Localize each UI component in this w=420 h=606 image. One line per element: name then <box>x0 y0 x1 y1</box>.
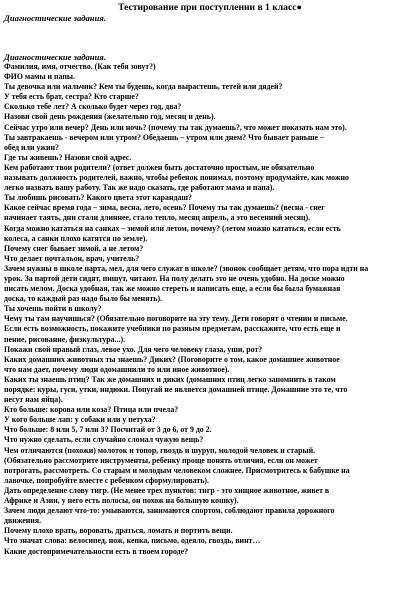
question-line: называть должность родителей, важно, чтобы ребенок понимал, поэтому продумайте, как можно <box>4 173 349 183</box>
question-line: Каких ты знаешь птиц? Так же домашних и диких (домашних птиц легко запомнить в таком <box>4 374 336 384</box>
question-line: Ты любишь рисовать? Какого цвета этот карандаш? <box>4 193 192 203</box>
question-line: писать мелом. Доска удобная, так же можно стереть и написать еще, а если бы была бумажная <box>4 284 341 294</box>
question-line: урок. За партой дети сидят, пишут, читают. На полу делать это не очень удобно. На доске можно <box>4 273 345 283</box>
question-line: Ты хочешь пойти в школу? <box>4 304 102 314</box>
questions-list <box>4 62 416 557</box>
question-line: движения. <box>4 516 42 526</box>
question-line: Каких домашних животных ты знаешь? Диких? (Поговорите о том, какое домашнее животное <box>4 354 340 364</box>
question-line: Сейчас утро или вечер? День или ночь? (почему ты так думаешь?, что может показать нам это). <box>4 122 347 132</box>
document-title <box>4 2 416 13</box>
question-line: Что нужно сделать, если случайно сломал чужую вещь? <box>4 435 204 445</box>
question-line: Какие достопримечательности есть в твоем городе? <box>4 546 189 556</box>
question-line: начинает таять, дни стали длиннее, стало тепло, месяц апрель, а это весенний месяц). <box>4 213 311 223</box>
question-line: ФИО мамы и папы. <box>4 72 75 82</box>
title-bullet-mark: ● <box>296 2 302 12</box>
question-line: (Обязательно рассмотрите инструменты, ребенку проще понять отличия, если он может <box>4 455 318 465</box>
question-line: порядке: куры, гуси, утки, индюки. Попугай не является домашней птице. Домашние это те, что <box>4 385 348 394</box>
question-line: Африке и Азии, у него есть полосы, он похож на большую кошку). <box>4 496 239 506</box>
question-line: Почему плохо врать, воровать, драться, ломать и портить вещи. <box>4 526 233 536</box>
section-heading-top: Диагностические задания. <box>4 13 106 23</box>
question-line: несут нам яйца). <box>4 395 63 405</box>
question-line: Кем работают твои родители? (ответ должен быть достаточно простым, не обязательно <box>4 162 315 172</box>
question-line: Где ты живешь? Назови свой адрес. <box>4 152 132 162</box>
question-line: Назови свой день рождения (желательно год, месяц и день). <box>4 112 216 122</box>
question-line: Почему снег бывает зимой, а не летом? <box>4 243 144 253</box>
document-page <box>0 2 420 606</box>
question-line: доска, то каждый раз надо было бы менять). <box>4 294 163 304</box>
question-line: потрогать, рассмотреть. Со старым и молодым человеком сложнее. Присмотритесь к бабушке на <box>4 465 350 475</box>
question-line: легко назвать вашу работу. Так же надо сказать, где работают мама и папа). <box>4 183 275 193</box>
question-line: Чем отличаются (похожи) молоток и топор, гвоздь и шуруп, молодой человек и старый. <box>4 445 316 455</box>
question-line: Кто больше: корова или коза? Птица или пчела? <box>4 405 179 415</box>
question-line: пение, рисование, физкультура...). <box>4 334 126 344</box>
question-line: что нам дает, почему люди одомашнили то или иное животное). <box>4 364 230 374</box>
question-line: Ты девочка или мальчик? Кем ты будешь, когда вырастешь, тетей или дядей? <box>4 82 283 92</box>
question-line: лавочке, попробуйте вместе с ребенком сформулировать). <box>4 475 209 485</box>
question-line: Чему ты там научишься? (Обязательно поговорите на эту тему. Дети говорят о чтении и письме. <box>4 314 348 324</box>
question-line: Что больше: 8 или 5, 7 или 3? Посчитай от 3 до 6, от 9 до 2. <box>4 425 212 435</box>
question-line: колеса, а санки плохо катятся по земле). <box>4 233 148 243</box>
question-line: Что делает почтальон, врач, учитель? <box>4 253 140 263</box>
question-line: Зачем нужны в школе парта, мел, для чего служат в школе? (звонок сообщает детям, что пора идти на <box>4 263 369 273</box>
question-line: Покажи свой правый глаз, левое ухо. Для чего человеку глаза, уши, рот? <box>4 344 263 354</box>
section-heading: Диагностические задания. <box>4 52 106 62</box>
document-title-text: Тестирование при поступлении в 1 класс <box>118 2 297 13</box>
question-line: Когда можно кататься на санках – зимой или летом, почему? (летом можно кататься, если есть <box>4 223 341 233</box>
question-line: Если есть возможность, покажите учебники по разным предметам, расскажите, что есть еще и <box>4 324 341 334</box>
question-line: Зачем люди делают что-то: умываются, занимаются спортом, соблюдают правила дорожного <box>4 506 335 516</box>
question-line: обед или ужин? <box>4 142 59 152</box>
question-line: Что значат слова: велосипед, нож, кепка, письмо, одеяло, гвоздь, винт… <box>4 536 261 546</box>
question-line: Дать определение слову тигр. (Не менее трех пунктов: тигр - это хищное животное, живет в <box>4 485 330 495</box>
question-line: Какое сейчас время года – зима, весна, лето, осень? Почему ты так думаешь? (весна - снег <box>4 203 325 213</box>
question-line: У тебя есть брат, сестра? Кто старше? <box>4 92 139 102</box>
question-line: У кого больше лап: у собаки или у петуха? <box>4 415 156 425</box>
question-line: Сколько тебе лет? А сколько будет через год, два? <box>4 102 182 112</box>
question-line: Ты завтракаешь - вечером или утром? Обедаешь – утром или днем? Что бывает раньше – <box>4 132 324 142</box>
question-line: Фамилия, имя, отчество. (Как тебя зовут?) <box>4 62 156 71</box>
